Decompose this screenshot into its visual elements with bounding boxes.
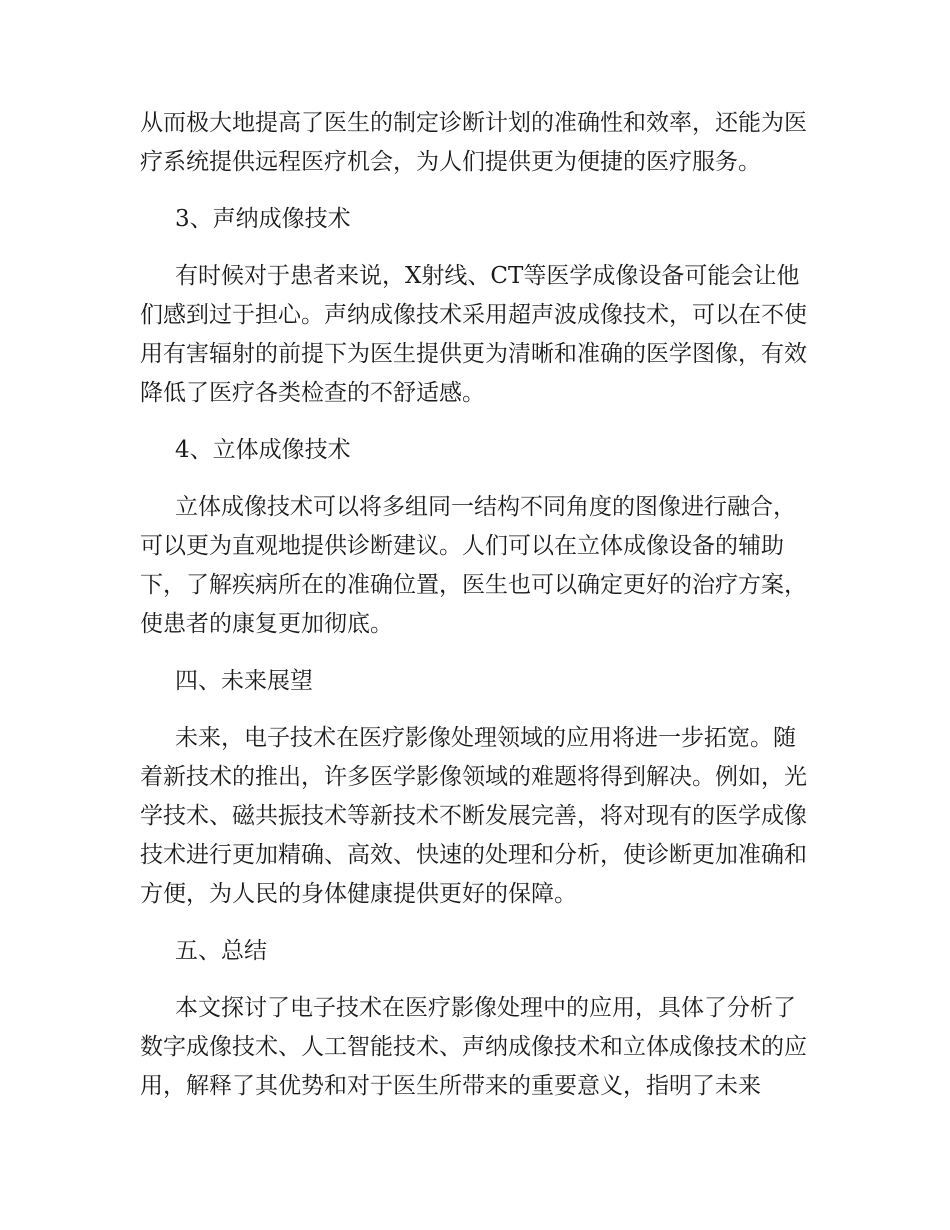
paragraph-continuation: 从而极大地提高了医生的制定诊断计划的准确性和效率，还能为医疗系统提供远程医疗机会，为人们提供更为便捷的医疗服务。 [140,110,807,175]
section-heading-summary: 五、总结 [175,938,267,964]
paragraph-summary: 本文探讨了电子技术在医疗影像处理中的应用，具体了分析了数字成像技术、人工智能技术、声纳成像技术和立体成像技术的应用，解释了其优势和对于医生所带来的重要意义，指明了未来 [140,995,807,1099]
section-heading-sonar-imaging: 3、声纳成像技术 [175,206,351,232]
document-body [140,104,812,1106]
section-heading-future-outlook: 四、未来展望 [175,668,313,694]
paragraph-future-outlook: 未来，电子技术在医疗影像处理领域的应用将进一步拓宽。随着新技术的推出，许多医学影像领域的难题将得到解决。例如，光学技术、磁共振技术等新技术不断发展完善，将对现有的医学成像技术进行更加精确、高效、快速的处理和分析，使诊断更加准确和方便，为人民的身体健康提供更好的保障。 [140,725,807,907]
section-heading-stereo-imaging: 4、立体成像技术 [175,437,351,463]
paragraph-sonar-imaging: 有时候对于患者来说，X射线、CT等医学成像设备可能会让他们感到过于担心。声纳成像技术采用超声波成像技术，可以在不使用有害辐射的前提下为医生提供更为清晰和准确的医学图像，有效降低了医疗各类检查的不舒适感。 [140,263,807,406]
paragraph-stereo-imaging: 立体成像技术可以将多组同一结构不同角度的图像进行融合，可以更为直观地提供诊断建议。人们可以在立体成像设备的辅助下，了解疾病所在的准确位置，医生也可以确定更好的治疗方案，使患者的康复更加彻底。 [140,494,807,637]
